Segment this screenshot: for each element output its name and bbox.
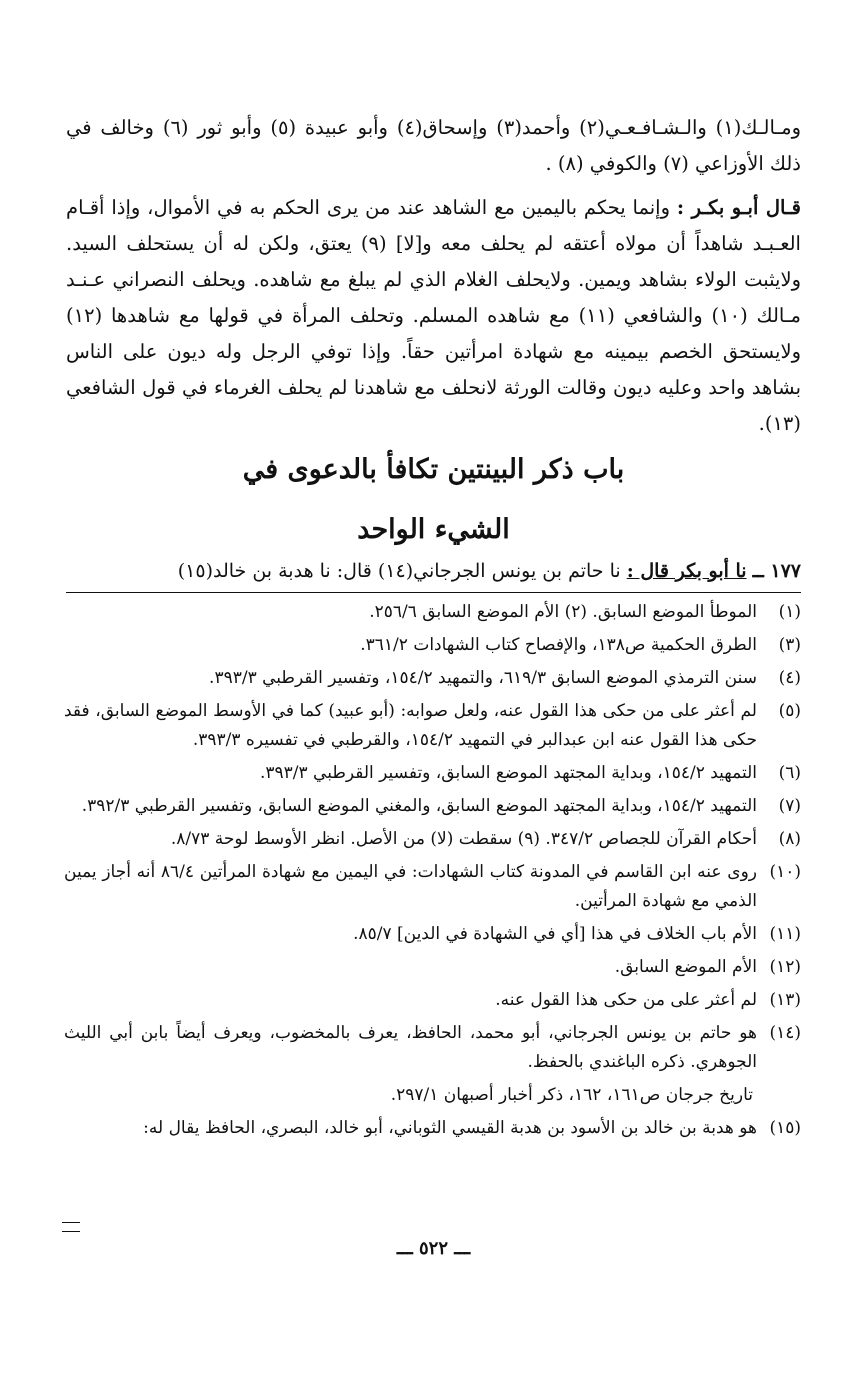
footnote-number: (١٤) [769, 1023, 801, 1043]
footnote-number: (١) [778, 602, 801, 622]
footnote [64, 759, 801, 788]
footnote-number: (٤) [778, 668, 801, 688]
footnote-text: الطرق الحكمية ص١٣٨، والإفصاح كتاب الشهادات ٣٦١/٢. [360, 635, 757, 655]
paragraph-2-text: وإنما يحكم باليمين مع الشاهد عند من يرى الحكم به في الأموال، وإذا أقـام العـبـد شاهداً أن مولاه أعتقه لم يحلف معه و[لا] (٩) يعتق، ولكن له أن يستحلف السيد. ولايثبت الولاء بشاهد ويمين. ولايحلف الغلام الذي لم يبلغ مع شاهده. ويحلف النصراني عـنـد مـالك (١٠) والشافعي (١١) مع شاهده المسلم. وتحلف المرأة في قولها مع شاهدها (١٢) ولايستحق الخصم بيمينه مع شهادة امرأتين حقاً. وإذا توفي الرجل وله ديون على الناس بشاهد واحد وعليه ديون وقالت الورثة لانحلف مع شاهدنا لم يحلف الغرماء في قول الشافعي (١٣). [66, 196, 801, 435]
footnote [64, 1019, 801, 1077]
footnote-text: التمهيد ١٥٤/٢، وبداية المجتهد الموضع السابق، والمغني الموضع السابق، وتفسير القرطبي ٣٩٢/٣. [81, 796, 757, 816]
footnote-number: (٣) [778, 635, 801, 655]
footnote [64, 664, 801, 693]
continuation-mark [62, 1222, 80, 1232]
footnote-number: (٧) [778, 796, 801, 816]
footnote-number: (١٠) [769, 862, 801, 882]
footnote-number: (١١) [769, 924, 801, 944]
footnote-text: هو هدبة بن خالد بن الأسود بن هدبة القيسي الثوباني، أبو خالد، البصري، الحافظ يقال له: [143, 1118, 757, 1138]
footnote [64, 1114, 801, 1143]
footnote-number: (١٢) [769, 957, 801, 977]
footnote-number: (٥) [778, 701, 801, 721]
hadith-number: ١٧٧ ــ [752, 560, 801, 582]
hadith-chain-text: نا حاتم بن يونس الجرجاني(١٤) قال: نا هدبة بن خالد(١٥) [177, 560, 627, 582]
footnote-text: الأم الموضع السابق. [614, 957, 757, 977]
footnote-text: أحكام القرآن للجصاص ٣٤٧/٢. (٩) سقطت (لا) من الأصل. انظر الأوسط لوحة ٨/٧٣. [170, 829, 757, 849]
footnote [64, 825, 801, 854]
main-text [66, 110, 801, 593]
footnote [64, 986, 801, 1015]
footnote-continuation: تاريخ جرجان ص١٦١، ١٦٢، ذكر أخبار أصبهان ٢٩٧/١. [390, 1085, 753, 1105]
paragraph-2 [66, 190, 801, 442]
footnote-text: روى عنه ابن القاسم في المدونة كتاب الشهادات: في اليمين مع شهادة المرأتين ٨٦/٤ أنه أجاز يمين الذمي مع شهادة المرأتين. [64, 862, 757, 911]
footnote [64, 697, 801, 755]
footnote-text: لم أعثر على من حكى هذا القول عنه، ولعل صوابه: (أبو عبيد) كما في الأوسط الموضع السابق، فقد حكى هذا القول عنه ابن عبدالبر في التمهيد ١٥٤/٢، والقرطبي في تفسيره ٣٩٣/٣. [64, 701, 757, 750]
footnote-text: هو حاتم بن يونس الجرجاني، أبو محمد، الحافظ، يعرف بالمخضوب، ويعرف أيضاً بابن أبي الليث الجوهري. ذكره الباغندي بالحفظ. [64, 1023, 757, 1072]
paragraph-2-lead: قـال أبـو بكـر : [676, 196, 802, 219]
footnote-text: التمهيد ١٥٤/٢، وبداية المجتهد الموضع السابق، وتفسير القرطبي ٣٩٣/٣. [259, 763, 757, 783]
footnote [64, 631, 801, 660]
chapter-heading-line-2: الشيء الواحد [357, 514, 510, 545]
footnote [64, 598, 801, 627]
footnote [64, 953, 801, 982]
footnote-text: الأم باب الخلاف في هذا [أي في الشهادة في الدين] ٨٥/٧. [353, 924, 757, 944]
chapter-heading-line-1: باب ذكر البينتين تكافأ بالدعوى في [242, 454, 625, 485]
hadith-chain [66, 554, 801, 593]
footnote-text: لم أعثر على من حكى هذا القول عنه. [495, 990, 757, 1010]
footnote [64, 920, 801, 949]
footnote-number: (٨) [778, 829, 801, 849]
footnotes [64, 598, 801, 1147]
footnote-number: (١٣) [769, 990, 801, 1010]
footnote [64, 792, 801, 821]
footnote-number: (٦) [778, 763, 801, 783]
footnote [64, 858, 801, 916]
footnote-number: (١٥) [769, 1118, 801, 1138]
paragraph-1: ومـالـك(١) والـشـافـعـي(٢) وأحمد(٣) وإسحاق(٤) وأبو عبيدة (٥) وأبو ثور (٦) وخالف في ذلك الأوزاعي (٧) والكوفي (٨) . [66, 116, 801, 175]
footnote-text: الموطأ الموضع السابق. (٢) الأم الموضع السابق ٢٥٦/٦. [369, 602, 757, 622]
hadith-chain-lead: نا أبو بكر قال : [626, 560, 747, 582]
page-number: ـــ ٥٢٢ ـــ [396, 1238, 471, 1259]
footnote-text: سنن الترمذي الموضع السابق ٦١٩/٣، والتمهيد ١٥٤/٢، وتفسير القرطبي ٣٩٣/٣. [209, 668, 757, 688]
